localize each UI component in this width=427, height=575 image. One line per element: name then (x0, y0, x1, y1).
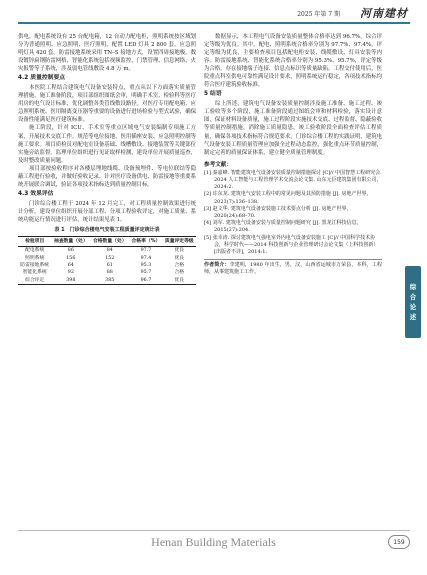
column-header: 合格率（%） (131, 239, 161, 245)
page-number: 159 (388, 535, 410, 549)
column-header: 质量评定等级 (164, 239, 194, 245)
table-cell: 385 (105, 277, 115, 283)
table-cell: 61 (106, 262, 113, 268)
side-tab-char: 综 (409, 283, 417, 291)
table-cell: 95.7 (140, 270, 152, 276)
reference-item: [1] 秦嘉峰. 智能建筑电气设备安装质量控制措施探讨 [C]// 中国智慧工程研究会. 2024 人工智能与工程管理学术交流会论文集. 山东元臣建筑集团有限公司，2024:2. (204, 169, 382, 191)
table-cell: 88 (106, 270, 113, 276)
table-cell: 95.3 (140, 262, 152, 268)
table-cell: 优良 (174, 248, 185, 254)
table-row (18, 269, 196, 276)
table-cell: 96.7 (140, 277, 152, 283)
section-side-tab (405, 266, 421, 338)
table-cell: 优良 (174, 277, 185, 283)
right-column (204, 33, 382, 277)
footer-rule (18, 530, 410, 531)
table-cell: 156 (66, 255, 76, 261)
side-tab-char: 合 (409, 293, 417, 301)
section-heading: 5 结语 (204, 91, 222, 98)
table-row (18, 255, 196, 262)
column-header: 合格数量（处） (92, 239, 127, 245)
table-row (18, 247, 196, 255)
column-header: 检验项目 (25, 239, 45, 245)
quality-table (18, 236, 196, 285)
paragraph: 本医院工程结合建筑电气设备安装特点，重点从以下方面落实质量管理措施。施工准备阶段，项目部组织图纸会审，明确手术室、检验科等医疗用房的电气设计标准，优化调整各类管线敷设路径。对医疗专用配电箱、应急照明系统、医用隔离变压器等重要的设备进行进场检验与型式试验，确保设备性能满足医疗建筑标准。 (18, 85, 196, 124)
author-text: 李建明，1980 年出生，男，汉，山西省运城市万荣县，本科，工程师，从事建筑施工工作。 (204, 262, 382, 276)
side-tab-char: 述 (409, 313, 417, 321)
journal-brand: 河南建材 (360, 7, 408, 20)
table-cell: 照明系统 (25, 255, 45, 261)
paragraph: 施工阶段，针对 ICU、手术室等重点区域电气安装编制专项施工方案，开展技术交底工作。规范等电位接地、医用插座安装、应急照明控制等施工要求。项目质检员对配电室设备基础、线槽敷设、接地装置等关键部位实施旁站监督。监理单位组织进行见证取样检测，建设单位开展质量巡查，及时整改质量问题。 (18, 125, 196, 164)
table-cell: 合格 (174, 270, 185, 276)
journal-header (18, 6, 410, 24)
table-caption: 表 1 门诊综合楼电气安装工程质量评定统计表 (54, 226, 160, 233)
table-cell: 398 (66, 277, 76, 283)
table-cell: 92 (67, 270, 74, 276)
section-heading: 4.2 质量控制要点 (18, 75, 66, 82)
table-cell: 防雷接地系统 (20, 262, 50, 268)
paragraph: 门诊综合楼工程于 2024 年 12 月完工，对工程质量控制效果进行统计分析。建设单位组织开展分部工程、分项工程验收评定，对施工质量、系统功能运行情况进行评估，统计结果见表 1。 (18, 200, 196, 223)
table-cell: 64 (67, 262, 74, 268)
table-cell: 97.7 (140, 248, 152, 254)
table-cell: 智能化系统 (22, 270, 47, 276)
table-cell: 84 (106, 248, 113, 254)
column-header: 抽查数量（处） (54, 239, 88, 245)
reference-item: [3] 赵文华. 建筑电气设备安装施工技术要点分析 [J]. 房地产世界，2020(24):68–70. (204, 205, 352, 219)
author-note (204, 259, 382, 276)
table-cell: 86 (67, 248, 74, 254)
table-cell: 合格 (174, 262, 185, 268)
table-cell: 综合评定 (25, 277, 45, 283)
paragraph: 供电，配电系统设有 25 台配电箱，12 台动力配电柜，照明系统按区域划分为普通照明、应急照明、医疗照明，配置 LED 灯具 2 800 套，应急照明灯具 420 套。防雷接地系统采用 TN–S 接地方式，设置四周接地极，数设镀锌扁钢防雷网格，智能化系统包括视频监控、门禁管理、信息网络、火灾报警等子系统，涉及弱电管线敷设 4.8 万 m。 (18, 34, 196, 73)
table-cell: 配电系统 (25, 248, 45, 254)
table-cell: 97.4 (140, 255, 152, 261)
left-column (18, 33, 196, 285)
paragraph: 项目部按验收程序对各楼层埋地线缆、设备预埋件、等电位联结等隐蔽工程进行验收，并做好验收记录。针对医疗设备供电、防雷接地等重要系统开展联合调试，验证各项技术指标达到质量控制目标。 (18, 165, 196, 188)
paragraph: 综上所述，建筑电气设备安装质量控制涉及施工准备、施工过程、竣工验收等多个阶段，施工准备阶段通过图纸会审和材料检验，落实设计意图，保证材料设备质量，施工过程阶段实施技术交底、过程监督、隐蔽验收等质量控制措施，消除施工质量隐患。竣工验收阶段全面检查评估工程质量，确保各项技术指标符合规范要求。门诊综合楼工程的实践证明，建筑电气设备安装工程质量管理应加强全过程动态监控，强化重点环节质量控制，制定完善的质量保证体系，建立健全质量管理制度。 (204, 101, 382, 156)
section-heading: 4.3 效果评估 (18, 190, 54, 197)
author-label: 作者简介： (204, 262, 230, 269)
side-tab-char: 论 (409, 303, 417, 311)
table-row (18, 277, 196, 285)
table-header-row (18, 237, 196, 247)
footer-journal-name: Henan Building Materials (151, 535, 276, 549)
table-row (18, 262, 196, 269)
table-cell: 优良 (174, 255, 185, 261)
reference-item: [4] 刘军. 建筑电气设备安装与质量控制问题研究 [J]. 黑龙江科技信息，2015(27):204. (204, 220, 362, 234)
reference-item: [5] 张幸涛. 探讨建筑电气强电室外内电气设备安装施工 [C]// 中国科学技术协会，科学时代——2014 科技创新与企业管理研讨会论文集（上科技创新）[出版者不详]，2014:1. (204, 234, 379, 255)
references-heading: 参考文献： (204, 161, 232, 168)
paragraph: 数据显示，本工程电气设备安装质量整体合格率达到 96.7%，综合评定等级为优良。其中，配电、照明系统合格率分别为 97.7%、97.4%，评定等级为优良，主要检查项目包括配电柜安装、线缆敷设、灯具安装等内容。防雷接地系统、智能化系统合格率分别为 95.3%、95.7%，评定等级为合格，存在接地端子连接、信息点标识等质量缺陷。工程交付使用后，医院重点科室供电可靠性满足设计要求，照明系统运行稳定，各项技术指标均符合医疗建筑验收标准。 (204, 34, 382, 89)
issue-label: 2025 年第 7 期 (297, 11, 340, 18)
table-cell: 152 (105, 255, 115, 261)
reference-item: [2] 许东龙. 建筑电气安装工程中的常见问题及其预防措施 [J]. 房地产世界，2023(7):136–138. (204, 191, 372, 205)
